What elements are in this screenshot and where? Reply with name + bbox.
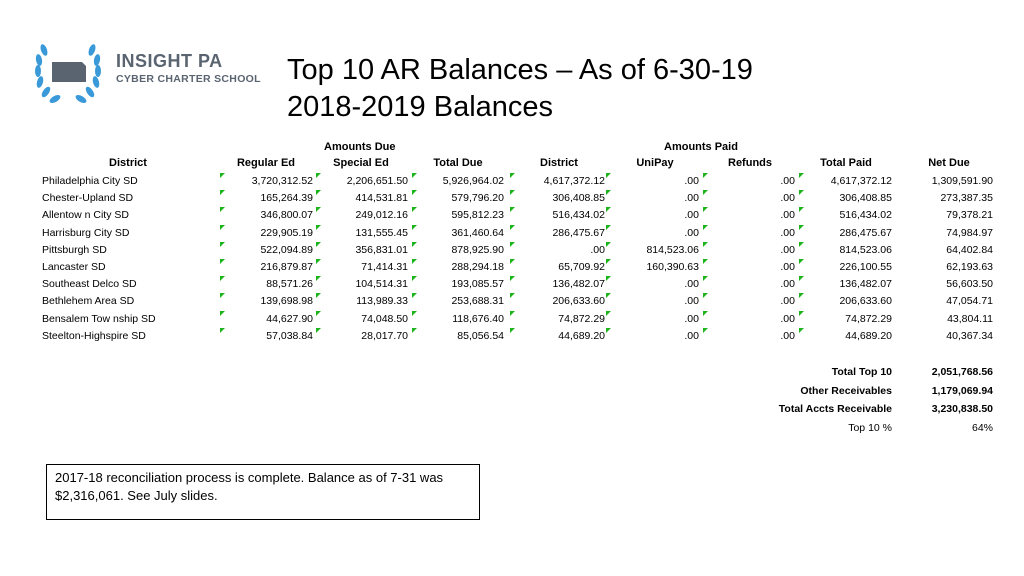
summary-value: 64% [971, 421, 993, 434]
comment-marker-icon [510, 276, 515, 281]
comment-marker-icon [220, 242, 225, 247]
amount-cell: 5,926,964.02 [442, 175, 504, 187]
district-name-cell: Chester-Upland SD [42, 192, 134, 205]
comment-marker-icon [703, 259, 708, 264]
amount-cell: .00 [684, 175, 699, 187]
summary-label: Total Top 10 [831, 366, 892, 378]
amount-cell: 139,698.98 [260, 295, 313, 308]
comment-marker-icon [606, 207, 611, 212]
amount-cell: 253,688.31 [451, 295, 504, 308]
amount-cell: 229,905.19 [260, 226, 313, 239]
amount-cell: 306,408.85 [839, 192, 892, 205]
comment-marker-icon [220, 328, 225, 333]
comment-marker-icon [606, 173, 611, 178]
amount-cell: 40,367.34 [946, 329, 993, 342]
amount-cell: 57,038.84 [266, 329, 313, 342]
district-name-cell: Steelton-Highspire SD [42, 329, 146, 342]
comment-marker-icon [799, 190, 804, 195]
amount-cell: 74,872.29 [558, 312, 605, 325]
amount-cell: 71,414.31 [361, 261, 408, 273]
amount-cell: 74,872.29 [845, 312, 892, 325]
amounts-paid-header: Amounts Paid [664, 141, 738, 153]
column-header: Total Paid [820, 157, 872, 169]
amount-cell: 206,633.60 [839, 295, 892, 308]
amount-cell: 814,523.06 [646, 243, 699, 256]
column-header: UniPay [636, 157, 674, 169]
comment-marker-icon [316, 207, 321, 212]
amount-cell: 44,627.90 [266, 312, 313, 325]
comment-marker-icon [220, 311, 225, 316]
amount-cell: 4,617,372.12 [543, 175, 605, 187]
comment-marker-icon [316, 173, 321, 178]
comment-marker-icon [220, 276, 225, 281]
amount-cell: 44,689.20 [845, 329, 892, 342]
comment-marker-icon [412, 276, 417, 281]
amount-cell: 249,012.16 [355, 209, 408, 222]
amount-cell: 74,984.97 [946, 226, 993, 239]
column-header: Total Due [433, 157, 483, 169]
amount-cell: .00 [684, 192, 699, 205]
amount-cell: 878,925.90 [451, 243, 504, 256]
comment-marker-icon [220, 173, 225, 178]
amount-cell: .00 [684, 312, 699, 325]
comment-marker-icon [606, 259, 611, 264]
comment-marker-icon [799, 242, 804, 247]
column-header: District [109, 157, 147, 169]
comment-marker-icon [412, 190, 417, 195]
comment-marker-icon [412, 293, 417, 298]
comment-marker-icon [510, 293, 515, 298]
comment-marker-icon [510, 173, 515, 178]
amounts-due-header: Amounts Due [324, 141, 396, 153]
comment-marker-icon [606, 225, 611, 230]
comment-marker-icon [316, 242, 321, 247]
amount-cell: 4,617,372.12 [830, 175, 892, 187]
laurel-pa-emblem-icon [30, 38, 110, 108]
district-name-cell: Lancaster SD [42, 261, 106, 273]
amount-cell: 193,085.57 [451, 278, 504, 291]
column-header: Net Due [928, 157, 970, 169]
column-header: District [540, 157, 578, 169]
amount-cell: 56,603.50 [946, 278, 993, 291]
amount-cell: 88,571.26 [266, 278, 313, 291]
amount-cell: .00 [780, 192, 795, 205]
comment-marker-icon [316, 311, 321, 316]
amount-cell: 516,434.02 [552, 209, 605, 222]
amount-cell: 579,796.20 [451, 192, 504, 205]
amount-cell: .00 [780, 209, 795, 222]
summary-label: Top 10 % [848, 421, 892, 434]
district-name-cell: Philadelphia City SD [42, 175, 138, 187]
amount-cell: 306,408.85 [552, 192, 605, 205]
district-name-cell: Allentow n City SD [42, 209, 129, 222]
amount-cell: 516,434.02 [839, 209, 892, 222]
amount-cell: 44,689.20 [558, 329, 605, 342]
amount-cell: 361,460.64 [451, 226, 504, 239]
comment-marker-icon [799, 173, 804, 178]
comment-marker-icon [799, 259, 804, 264]
comment-marker-icon [606, 242, 611, 247]
amount-cell: 3,720,312.52 [251, 175, 313, 187]
amount-cell: 104,514.31 [355, 278, 408, 291]
comment-marker-icon [412, 173, 417, 178]
comment-marker-icon [412, 311, 417, 316]
amount-cell: 74,048.50 [361, 312, 408, 325]
amount-cell: 286,475.67 [552, 226, 605, 239]
amount-cell: 79,378.21 [946, 209, 993, 222]
amount-cell: .00 [780, 278, 795, 291]
amount-cell: .00 [780, 175, 795, 187]
comment-marker-icon [606, 328, 611, 333]
page-title [287, 52, 753, 126]
amount-cell: 28,017.70 [361, 329, 408, 342]
comment-marker-icon [606, 190, 611, 195]
amount-cell: 522,094.89 [260, 243, 313, 256]
comment-marker-icon [316, 328, 321, 333]
comment-marker-icon [412, 328, 417, 333]
comment-marker-icon [703, 328, 708, 333]
summary-value: 2,051,768.56 [931, 366, 993, 378]
comment-marker-icon [412, 259, 417, 264]
amount-cell: 356,831.01 [355, 243, 408, 256]
comment-marker-icon [799, 311, 804, 316]
comment-marker-icon [510, 311, 515, 316]
amount-cell: .00 [780, 243, 795, 256]
title-line-1: Top 10 AR Balances – As of 6-30-19 [287, 54, 753, 86]
district-name-cell: Bensalem Tow nship SD [42, 312, 156, 325]
comment-marker-icon [316, 190, 321, 195]
column-header: Special Ed [333, 157, 389, 169]
amount-cell: 118,676.40 [452, 312, 504, 325]
district-name-cell: Bethlehem Area SD [42, 295, 135, 308]
comment-marker-icon [703, 276, 708, 281]
amount-cell: 131,555.45 [355, 226, 408, 239]
amount-cell: .00 [684, 278, 699, 291]
comment-marker-icon [510, 207, 515, 212]
comment-marker-icon [220, 190, 225, 195]
amount-cell: 226,100.55 [839, 261, 892, 273]
logo-name: INSIGHT PA [116, 51, 223, 71]
logo-subtitle: CYBER CHARTER SCHOOL [116, 73, 261, 85]
amount-cell: 346,800.07 [260, 209, 313, 222]
comment-marker-icon [799, 328, 804, 333]
comment-marker-icon [703, 242, 708, 247]
comment-marker-icon [703, 173, 708, 178]
amount-cell: 814,523.06 [839, 243, 892, 256]
comment-marker-icon [510, 225, 515, 230]
district-name-cell: Pittsburgh SD [42, 243, 107, 256]
amount-cell: .00 [684, 295, 699, 308]
amount-cell: 206,633.60 [552, 295, 605, 308]
comment-marker-icon [412, 225, 417, 230]
district-name-cell: Southeast Delco SD [42, 278, 137, 291]
comment-marker-icon [703, 311, 708, 316]
summary-label: Total Accts Receivable [778, 403, 892, 415]
amount-cell: .00 [684, 209, 699, 222]
note-box: 2017-18 reconciliation process is complete. Balance as of 7-31 was $2,316,061. See July slides. [46, 464, 480, 520]
amount-cell: 43,804.11 [947, 312, 993, 325]
comment-marker-icon [510, 259, 515, 264]
comment-marker-icon [510, 242, 515, 247]
amount-cell: 136,482.07 [552, 278, 605, 291]
amount-cell: 414,531.81 [355, 192, 408, 205]
amount-cell: 288,294.18 [451, 261, 504, 273]
amount-cell: .00 [780, 329, 795, 342]
comment-marker-icon [703, 190, 708, 195]
amount-cell: 47,054.71 [946, 295, 993, 308]
comment-marker-icon [799, 225, 804, 230]
comment-marker-icon [703, 225, 708, 230]
comment-marker-icon [220, 225, 225, 230]
amount-cell: 136,482.07 [839, 278, 892, 291]
comment-marker-icon [510, 328, 515, 333]
comment-marker-icon [606, 293, 611, 298]
column-header: Refunds [728, 157, 772, 169]
amount-cell: .00 [780, 261, 795, 273]
amount-cell: 160,390.63 [646, 261, 699, 273]
amount-cell: 62,193.63 [946, 261, 993, 273]
comment-marker-icon [316, 276, 321, 281]
summary-value: 1,179,069.94 [931, 384, 993, 397]
title-line-2: 2018-2019 Balances [287, 91, 554, 123]
amount-cell: .00 [780, 295, 795, 308]
amount-cell: 595,812.23 [451, 209, 504, 222]
comment-marker-icon [606, 311, 611, 316]
comment-marker-icon [799, 207, 804, 212]
comment-marker-icon [510, 190, 515, 195]
amount-cell: 286,475.67 [839, 226, 892, 239]
comment-marker-icon [316, 293, 321, 298]
comment-marker-icon [799, 276, 804, 281]
district-name-cell: Harrisburg City SD [42, 226, 130, 239]
column-header: Regular Ed [236, 157, 296, 169]
comment-marker-icon [316, 225, 321, 230]
amount-cell: .00 [780, 226, 795, 239]
amount-cell: .00 [780, 312, 795, 325]
comment-marker-icon [220, 293, 225, 298]
amount-cell: 216,879.87 [260, 261, 313, 273]
comment-marker-icon [606, 276, 611, 281]
comment-marker-icon [799, 293, 804, 298]
amount-cell: 273,387.35 [940, 192, 993, 205]
comment-marker-icon [220, 207, 225, 212]
comment-marker-icon [412, 207, 417, 212]
summary-value: 3,230,838.50 [931, 403, 993, 415]
amount-cell: 65,709.92 [558, 261, 605, 273]
amount-cell: .00 [590, 243, 605, 256]
logo [30, 38, 261, 106]
amount-cell: 113,989.33 [356, 295, 408, 308]
comment-marker-icon [220, 259, 225, 264]
amount-cell: 165,264.39 [260, 192, 313, 205]
comment-marker-icon [703, 293, 708, 298]
amount-cell: 64,402.84 [946, 243, 993, 256]
amount-cell: 1,309,591.90 [931, 175, 993, 187]
amount-cell: .00 [684, 329, 699, 342]
amount-cell: .00 [684, 226, 699, 239]
amount-cell: 85,056.54 [457, 329, 504, 342]
comment-marker-icon [412, 242, 417, 247]
summary-label: Other Receivables [800, 384, 892, 397]
amount-cell: 2,206,651.50 [346, 175, 408, 187]
comment-marker-icon [703, 207, 708, 212]
comment-marker-icon [316, 259, 321, 264]
